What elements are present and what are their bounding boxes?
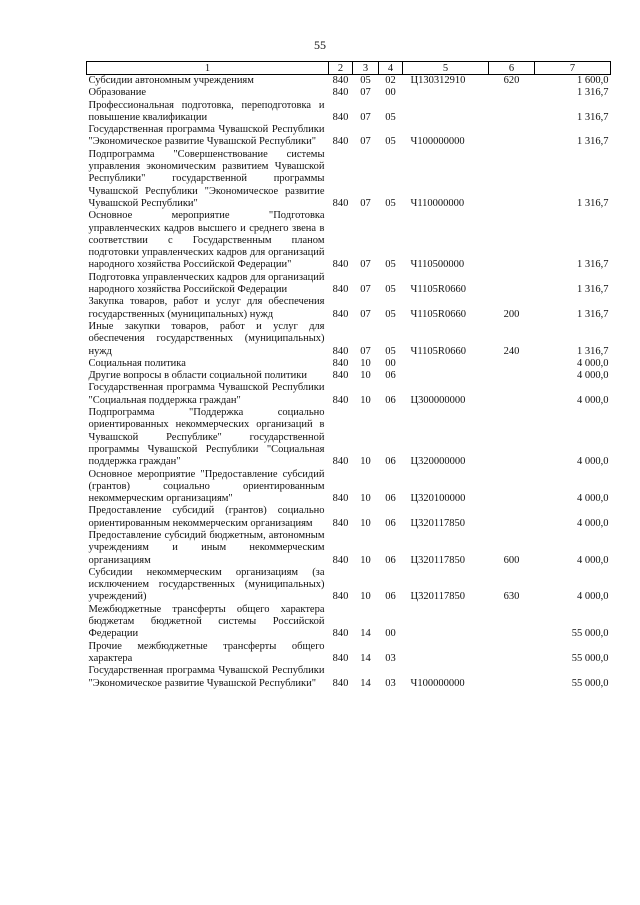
row-admin-code: 840 — [332, 345, 349, 357]
row-amount: 1 316,7 — [577, 345, 609, 357]
row-amount: 4 000,0 — [577, 394, 609, 406]
header-row — [87, 62, 611, 75]
row-subsection-code: 05 — [385, 345, 396, 357]
header-col-7: 7 — [535, 62, 611, 75]
row-section-code: 10 — [360, 591, 371, 603]
row-admin-code: 840 — [332, 456, 349, 468]
row-expense-type — [489, 665, 535, 690]
row-admin-code: 840 — [332, 652, 349, 664]
row-name: Государственная программа Чувашской Республики "Экономическое развитие Чувашской Республики" — [88, 665, 325, 689]
row-name: Подпрограмма "Поддержка социально ориентированных некоммерческих организаций в Чувашской Республике" государственной программы Чувашской Республики "Социальная поддержка граждан" — [88, 407, 325, 468]
row-expense-type — [489, 149, 535, 210]
row-admin-code: 840 — [332, 591, 349, 603]
row-target-code — [403, 641, 489, 666]
row-subsection-code: 05 — [385, 136, 396, 148]
row-name: Основное мероприятие "Подготовка управленческих кадров высшего и среднего звена в соответствии с Государственным планом подготовки управленческих кадров для организаций народного хозяйства Российской Федерации" — [88, 210, 325, 271]
row-expense-type — [489, 641, 535, 666]
row-subsection-code: 06 — [385, 517, 396, 529]
row-admin-code: 840 — [332, 197, 349, 209]
row-subsection-code: 00 — [385, 357, 396, 369]
row-subsection-code: 06 — [385, 394, 396, 406]
row-subsection-code: 05 — [385, 308, 396, 320]
row-target-code: Ц320117850 — [410, 517, 465, 529]
table-row — [87, 321, 611, 358]
row-target-code: Ц320000000 — [410, 456, 466, 468]
row-amount: 55 000,0 — [571, 677, 609, 689]
row-subsection-code: 03 — [385, 677, 396, 689]
row-expense-type — [489, 272, 535, 297]
row-subsection-code: 05 — [385, 259, 396, 271]
row-target-code: Ч1105R0660 — [410, 308, 466, 320]
table-row — [87, 210, 611, 271]
row-section-code: 07 — [360, 259, 371, 271]
row-section-code: 07 — [360, 284, 371, 296]
header-col-5: 5 — [403, 62, 489, 75]
row-amount: 4 000,0 — [577, 493, 609, 505]
budget-table — [86, 61, 611, 690]
row-subsection-code: 00 — [385, 628, 396, 640]
row-name: Государственная программа Чувашской Республики "Социальная поддержка граждан" — [88, 382, 325, 406]
row-expense-type — [489, 382, 535, 407]
header-col-3: 3 — [353, 62, 379, 75]
table-row — [87, 469, 611, 506]
row-admin-code: 840 — [332, 136, 349, 148]
row-name: Подготовка управленческих кадров для организаций народного хозяйства Российской Федерации — [88, 271, 325, 296]
row-section-code: 10 — [360, 493, 371, 505]
table-row — [87, 87, 611, 99]
row-name: Подпрограмма "Совершенствование системы управления экономическим развитием Чувашской Республики" государственной программы Чувашской Республики "Экономическое развитие Чувашской Республики" — [88, 148, 325, 209]
row-name: Иные закупки товаров, работ и услуг для обеспечения государственных (муниципальных) нужд — [88, 320, 325, 357]
row-subsection-code: 06 — [385, 493, 396, 505]
row-admin-code: 840 — [332, 554, 349, 566]
row-expense-type — [489, 505, 535, 530]
table-row — [87, 604, 611, 641]
table-row — [87, 75, 611, 88]
row-admin-code: 840 — [332, 493, 349, 505]
row-subsection-code: 06 — [385, 370, 396, 382]
row-target-code: Ч100000000 — [410, 677, 465, 689]
row-expense-type: 200 — [503, 308, 520, 320]
row-expense-type: 600 — [503, 554, 520, 566]
row-amount: 1 316,7 — [577, 197, 609, 209]
table-row — [87, 665, 611, 690]
row-target-code: Ц320117850 — [410, 591, 465, 603]
row-target-code: Ч1105R0660 — [410, 284, 466, 296]
row-name: Предоставление субсидий бюджетным, автономным учреждениям и иным некоммерческим организациям — [88, 529, 325, 566]
row-section-code: 07 — [360, 136, 371, 148]
row-expense-type — [489, 100, 535, 125]
table-row — [87, 124, 611, 149]
row-admin-code: 840 — [332, 628, 349, 640]
row-section-code: 10 — [360, 456, 371, 468]
row-section-code: 10 — [360, 394, 371, 406]
row-amount: 4 000,0 — [577, 517, 609, 529]
table-row — [87, 530, 611, 567]
row-name: Государственная программа Чувашской Республики "Экономическое развитие Чувашской Республики" — [88, 124, 325, 148]
row-amount: 1 316,7 — [577, 259, 609, 271]
table-row — [87, 407, 611, 468]
row-subsection-code: 03 — [385, 652, 396, 664]
header-col-6: 6 — [489, 62, 535, 75]
row-expense-type — [489, 87, 535, 99]
row-target-code: Ч110500000 — [410, 259, 465, 271]
row-expense-type — [489, 358, 535, 370]
row-section-code: 07 — [360, 197, 371, 209]
row-expense-type — [489, 407, 535, 468]
row-name: Прочие межбюджетные трансферты общего характера — [88, 640, 325, 664]
row-name: Образование — [88, 87, 147, 99]
row-name: Закупка товаров, работ и услуг для обеспечения государственных (муниципальных) нужд — [88, 296, 325, 320]
row-section-code: 10 — [360, 554, 371, 566]
row-admin-code: 840 — [332, 394, 349, 406]
row-target-code: Ц320117850 — [410, 554, 465, 566]
row-amount: 4 000,0 — [577, 370, 609, 382]
row-expense-type: 630 — [503, 591, 520, 603]
row-target-code: Ч1105R0660 — [410, 345, 466, 357]
row-subsection-code: 05 — [385, 197, 396, 209]
row-amount: 1 316,7 — [577, 111, 609, 123]
row-name: Субсидии автономным учреждениям — [88, 75, 254, 86]
row-admin-code: 840 — [332, 677, 349, 689]
table-row — [87, 641, 611, 666]
row-subsection-code: 05 — [385, 111, 396, 123]
row-amount: 1 316,7 — [577, 308, 609, 320]
row-section-code: 10 — [360, 357, 371, 369]
row-expense-type — [489, 210, 535, 271]
row-admin-code: 840 — [332, 75, 349, 86]
row-subsection-code: 06 — [385, 554, 396, 566]
row-expense-type — [489, 124, 535, 149]
row-amount: 1 316,7 — [577, 136, 609, 148]
row-name: Предоставление субсидий (грантов) социально ориентированным некоммерческим организациям — [88, 505, 325, 529]
row-amount: 4 000,0 — [577, 456, 609, 468]
row-amount: 1 600,0 — [577, 75, 609, 86]
row-target-code — [403, 358, 489, 370]
row-section-code: 07 — [360, 111, 371, 123]
row-target-code: Ч110000000 — [410, 197, 465, 209]
row-amount: 1 316,7 — [577, 87, 609, 99]
row-admin-code: 840 — [332, 370, 349, 382]
table-row — [87, 100, 611, 125]
row-name: Межбюджетные трансферты общего характера бюджетам бюджетной системы Российской Федерации — [88, 603, 325, 640]
row-section-code: 10 — [360, 517, 371, 529]
row-admin-code: 840 — [332, 87, 349, 99]
row-amount: 55 000,0 — [571, 652, 609, 664]
row-admin-code: 840 — [332, 284, 349, 296]
header-col-4: 4 — [379, 62, 403, 75]
header-col-1: 1 — [87, 62, 329, 75]
row-expense-type: 620 — [503, 75, 520, 86]
row-admin-code: 840 — [332, 259, 349, 271]
row-amount: 4 000,0 — [577, 591, 609, 603]
row-admin-code: 840 — [332, 517, 349, 529]
row-target-code: Ц320100000 — [410, 493, 466, 505]
row-subsection-code: 02 — [385, 75, 396, 86]
row-name: Профессиональная подготовка, переподготовка и повышение квалификации — [88, 99, 325, 123]
row-section-code: 14 — [360, 628, 371, 640]
row-expense-type — [489, 370, 535, 382]
row-amount: 4 000,0 — [577, 357, 609, 369]
row-subsection-code: 06 — [385, 456, 396, 468]
row-expense-type: 240 — [503, 345, 520, 357]
table-row — [87, 382, 611, 407]
row-section-code: 07 — [360, 308, 371, 320]
row-admin-code: 840 — [332, 111, 349, 123]
row-amount: 1 316,7 — [577, 284, 609, 296]
row-expense-type — [489, 604, 535, 641]
table-row — [87, 296, 611, 321]
row-amount: 4 000,0 — [577, 554, 609, 566]
row-subsection-code: 06 — [385, 591, 396, 603]
row-subsection-code: 05 — [385, 284, 396, 296]
row-admin-code: 840 — [332, 357, 349, 369]
row-section-code: 14 — [360, 652, 371, 664]
row-name: Социальная политика — [88, 357, 186, 369]
header-col-2: 2 — [329, 62, 353, 75]
row-target-code — [403, 100, 489, 125]
row-target-code: Ц130312910 — [410, 75, 466, 86]
table-row — [87, 149, 611, 210]
table-row — [87, 370, 611, 382]
row-section-code: 10 — [360, 370, 371, 382]
row-target-code — [403, 604, 489, 641]
row-target-code — [403, 370, 489, 382]
row-target-code: Ч100000000 — [410, 136, 465, 148]
row-name: Другие вопросы в области социальной политики — [88, 370, 307, 382]
table-row — [87, 272, 611, 297]
row-target-code: Ц300000000 — [410, 394, 466, 406]
row-name: Субсидии некоммерческим организациям (за исключением государственных (муниципальных) учреждений) — [88, 566, 325, 603]
page-number: 55 — [314, 38, 326, 52]
row-section-code: 07 — [360, 345, 371, 357]
row-section-code: 05 — [360, 75, 371, 86]
row-section-code: 07 — [360, 87, 371, 99]
row-name: Основное мероприятие "Предоставление субсидий (грантов) социально ориентированным некоммерческим организациям" — [88, 468, 325, 505]
row-expense-type — [489, 469, 535, 506]
table-row — [87, 505, 611, 530]
row-target-code — [403, 87, 489, 99]
row-admin-code: 840 — [332, 308, 349, 320]
table-row — [87, 358, 611, 370]
row-section-code: 14 — [360, 677, 371, 689]
row-subsection-code: 00 — [385, 87, 396, 99]
table-row — [87, 567, 611, 604]
row-amount: 55 000,0 — [571, 628, 609, 640]
